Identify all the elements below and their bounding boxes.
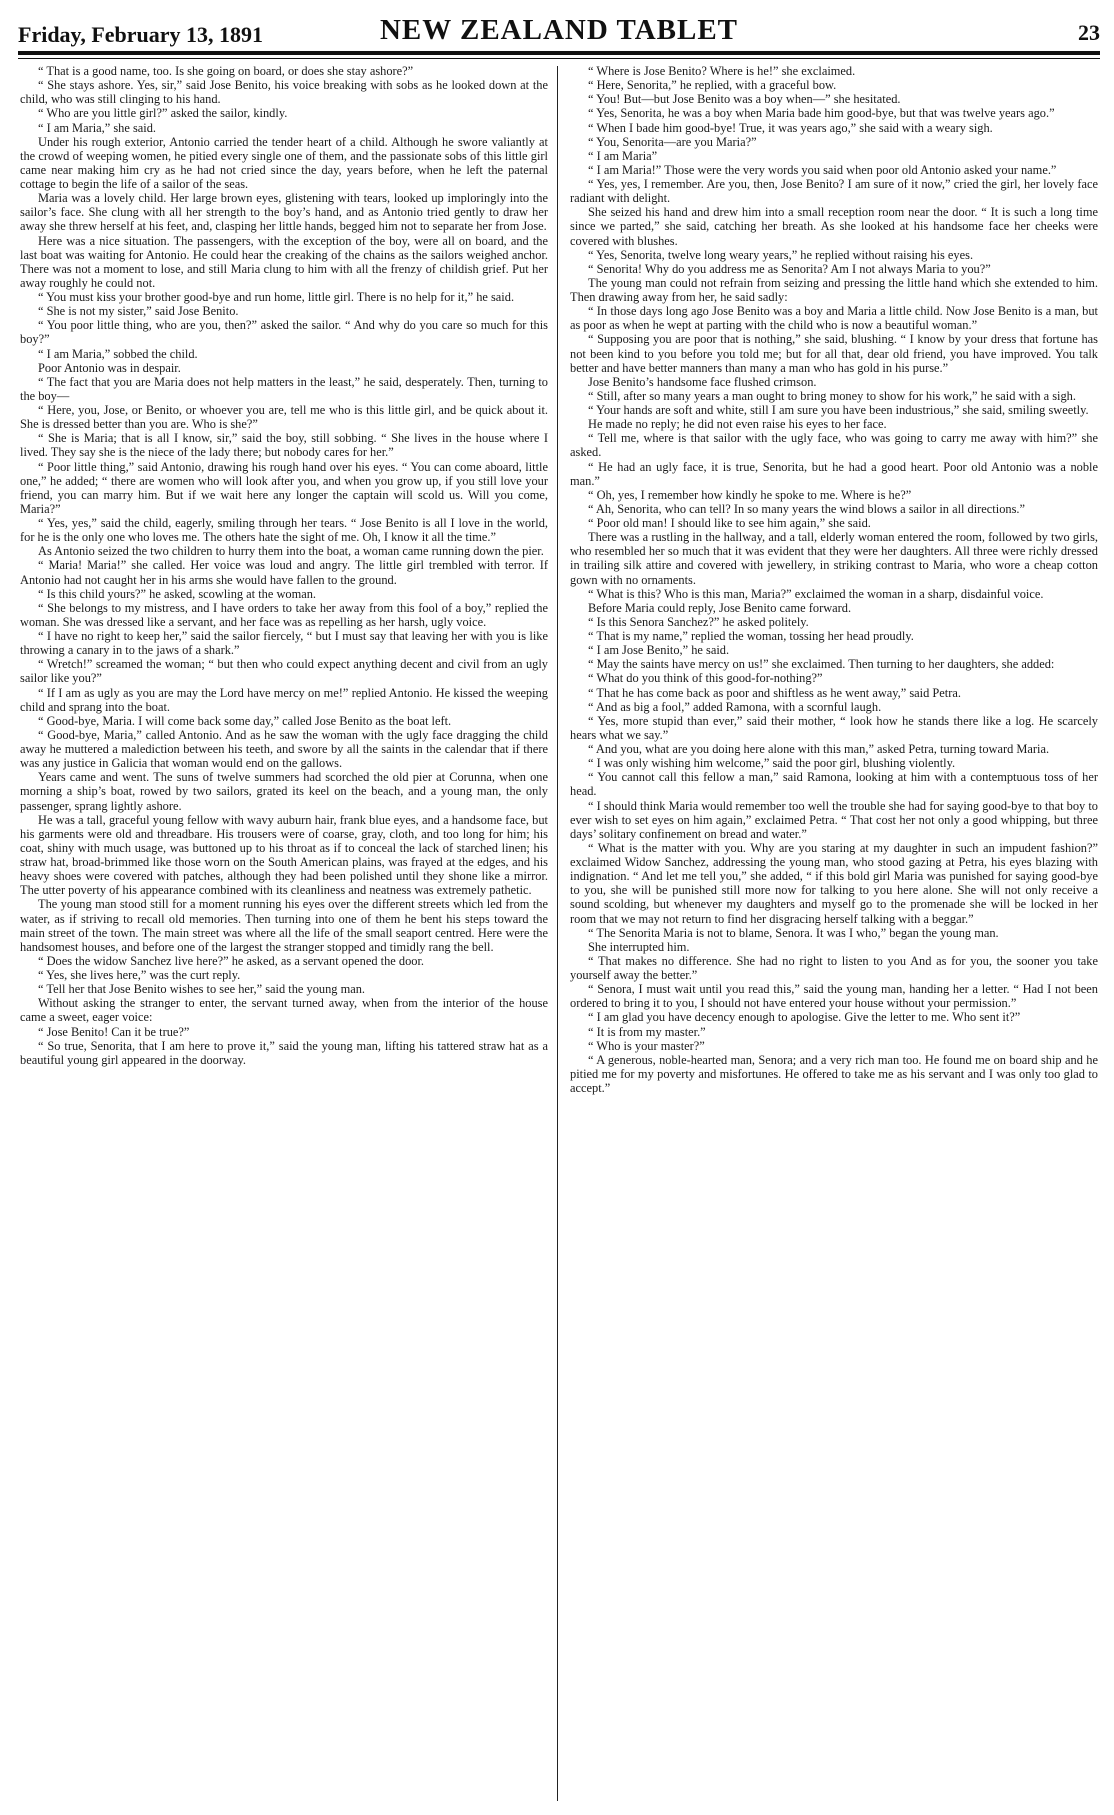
paragraph: “ And you, what are you doing here alone with this man,” asked Petra, turning toward Maria. — [588, 742, 1050, 756]
left-column — [20, 64, 548, 1067]
paragraph: “ I should think Maria would remember too well the trouble she had for saying good-bye to that boy to ever wish to set eyes on him again,” exclaimed Petra. “ That cost her not only a good whipping, but three days’ solitary confinement on bread and water.” — [570, 798, 1098, 841]
paragraph: “ Good-bye, Maria,” called Antonio. And as he saw the woman with the ugly face dragging the child away he muttered a malediction between his teeth, and swore by all the saints in the calendar that if there was any justice in Galicia that woman would end on the gallows. — [20, 727, 548, 771]
paragraph: Here was a nice situation. The passengers, with the exception of the boy, were all on board, and the last boat was waiting for Antonio. He could hear the creaking of the chains as the sailors weighed anchor. There was not a moment to lose, and still Maria clung to him with all the frenzy of childish grief. Put her away roughly he could not. — [20, 233, 548, 290]
paragraph: Under his rough exterior, Antonio carried the tender heart of a child. Although he swore valiantly at the crowd of weeping women, he pitied every single one of them, and the passionate sobs of this little girl came near making him cry as he had not cried since the day, years before, when he left the paternal cottage to begin the life of a sailor of the seas. — [20, 134, 548, 191]
paragraph: Without asking the stranger to enter, the servant turned away, when from the interior of the house came a sweet, eager voice: — [20, 996, 548, 1025]
paragraph: “ Supposing you are poor that is nothing,” she said, blushing. “ I know by your dress that fortune has not been kind to you before you told me; but for all that, dear old friend, you have improved. You talk better and have better manners than many a man who has gold in his purse.” — [570, 332, 1098, 375]
paragraph: “ It is from my master.” — [588, 1024, 706, 1039]
paragraph: “ She belongs to my mistress, and I have orders to take her away from this fool of a boy,” replied the woman. She was dressed like a servant, and her face was as repelling as her harsh, ugly voice. — [20, 600, 548, 629]
newspaper-title: NEW ZEALAND TABLET — [379, 14, 739, 46]
header-rule-thin — [18, 58, 1100, 59]
paragraph: “ Is this Senora Sanchez?” he asked politely. — [588, 614, 809, 629]
right-column — [570, 64, 1098, 1095]
paragraph: “ That is a good name, too. Is she going on board, or does she stay ashore?” — [38, 64, 414, 78]
paragraph: “ That is my name,” replied the woman, tossing her head proudly. — [588, 629, 914, 643]
paragraph: “ You poor little thing, who are you, then?” asked the sailor. “ And why do you care so much for this boy?” — [20, 318, 548, 347]
paragraph: “ Ah, Senorita, who can tell? In so many years the wind blows a sailor in all directions.” — [588, 501, 1026, 516]
paragraph: “ I was only wishing him welcome,” said the poor girl, blushing violently. — [588, 756, 956, 771]
paragraph: “ Yes, Senorita, he was a boy when Maria bade him good-bye, but that was twelve years ago.” — [588, 106, 1055, 121]
paragraph: He was a tall, graceful young fellow with wavy auburn hair, frank blue eyes, and a handsome face, but his garments were old and threadbare. His trousers were of coarse, gray, cloth, and too long for him; his coat, shiny with much usage, was buttoned up to his throat as if to conceal the lack of starched linen; his straw hat, broad-brimmed like those worn on the South American plains, was frayed at the edges, and his heavy shoes were covered with patches, although they had been polished until they shone like a mirror. The utter poverty of his appearance combined with its cleanliness and neatness was extremely pathetic. — [20, 812, 548, 898]
paragraph: “ What is this? Who is this man, Maria?” exclaimed the woman in a sharp, disdainful voice. — [588, 586, 1044, 601]
header-rule-thick — [18, 51, 1100, 55]
paragraph: “ That he has come back as poor and shiftless as he went away,” said Petra. — [588, 685, 961, 700]
paragraph: “ Does the widow Sanchez live here?” he asked, as a servant opened the door. — [38, 953, 425, 968]
paragraph: “ When I bade him good-bye! True, it was years ago,” she said with a weary sigh. — [588, 120, 993, 135]
paragraph: “ Tell me, where is that sailor with the ugly face, who was going to carry me away with him?” she asked. — [570, 431, 1098, 460]
paragraph: “ She stays ashore. Yes, sir,” said Jose Benito, his voice breaking with sobs as he looked down at the child, who was still clinging to his hand. — [20, 78, 548, 107]
paragraph: “ In those days long ago Jose Benito was a boy and Maria a little child. Now Jose Benito is a man, but as poor as when he wept at parting with the child who is now a beautiful woman.” — [570, 304, 1098, 333]
paragraph: The young man stood still for a moment running his eyes over the different streets which led from the water, as if striving to recall old memories. Then turning into one of them he bent his steps toward the main street of the town. The main street was where all the life of the small seaport centred. Here were the handsomest houses, and before one of the largest the stranger stopped and timidly rang the bell. — [20, 897, 548, 954]
paragraph: “ Jose Benito! Can it be true?” — [38, 1024, 190, 1039]
paragraph: “ Poor old man! I should like to see him again,” she said. — [588, 516, 871, 530]
paragraph: “ Senorita! Why do you address me as Senorita? Am I not always Maria to you?” — [588, 261, 991, 276]
paragraph: There was a rustling in the hallway, and a tall, elderly woman entered the room, followed by two girls, who resembled her so much that it was evident that they were her daughters. All three were richly dressed in trailing silk attire and covered with jewellery, in striking contrast to Maria, who wore a cheap cotton gown with no ornaments. — [570, 530, 1098, 587]
paragraph: “ If I am as ugly as you are may the Lord have mercy on me!” replied Antonio. He kissed the weeping child and sprang into the boat. — [20, 685, 548, 714]
paragraph: “ Who are you little girl?” asked the sailor, kindly. — [38, 106, 288, 121]
masthead — [18, 8, 1100, 50]
paragraph: Jose Benito’s handsome face flushed crimson. — [588, 374, 817, 389]
paragraph: The young man could not refrain from seizing and pressing the little hand which she extended to him. Then drawing away from her, he said sadly: — [570, 275, 1098, 304]
paragraph: “ The Senorita Maria is not to blame, Senora. It was I who,” began the young man. — [588, 925, 999, 940]
paragraph: “ Yes, yes, I remember. Are you, then, Jose Benito? I am sure of it now,” cried the girl, her lovely face radiant with delight. — [570, 177, 1098, 206]
paragraph: “ Good-bye, Maria. I will come back some day,” called Jose Benito as the boat left. — [38, 713, 452, 728]
paragraph: Years came and went. The suns of twelve summers had scorched the old pier at Corunna, when one morning a ship’s boat, rowed by two sailors, grated its keel on the beach, and a young man, the only passenger, sprang lightly ashore. — [20, 770, 548, 813]
paragraph: “ Who is your master?” — [588, 1038, 705, 1053]
paragraph: “ Yes, yes,” said the child, eagerly, smiling through her tears. “ Jose Benito is all I love in the world, for he is the only one who loves me. The others hate the sight of me. Oh, I know it all the time.” — [20, 516, 548, 545]
paragraph: “ I am Maria!” Those were the very words you said when poor old Antonio asked your name.” — [588, 162, 1057, 177]
paragraph: “ You cannot call this fellow a man,” said Ramona, looking at him with a contemptuous toss of her head. — [570, 770, 1098, 799]
paragraph: She interrupted him. — [588, 939, 690, 954]
paragraph: “ Here, you, Jose, or Benito, or whoever you are, tell me who is this little girl, and be quick about it. She is dressed better than you are. Who is she?” — [20, 403, 548, 432]
paragraph: “ Yes, she lives here,” was the curt reply. — [38, 968, 241, 982]
paragraph: “ He had an ugly face, it is true, Senorita, but he had a good heart. Poor old Antonio was a noble man.” — [570, 459, 1098, 488]
page-number: 23 — [1078, 20, 1100, 45]
issue-date: Friday, February 13, 1891 — [18, 22, 264, 47]
paragraph: “ I am glad you have decency enough to apologise. Give the letter to me. Who sent it?” — [588, 1010, 1021, 1025]
paragraph: “ That makes no difference. She had no right to listen to you And as for you, the sooner you take yourself away the better.” — [570, 953, 1098, 982]
paragraph: “ Still, after so many years a man ought to bring money to show for his work,” he said with a sigh. — [588, 388, 1076, 403]
paragraph: “ Your hands are soft and white, still I am sure you have been industrious,” she said, smiling sweetly. — [588, 403, 1089, 417]
paragraph: “ She is Maria; that is all I know, sir,” said the boy, still sobbing. “ She lives in the house where I lived. They say she is the niece of the lady there; but nobody cares for her.” — [20, 431, 548, 460]
paragraph: “ I am Jose Benito,” he said. — [588, 643, 730, 658]
paragraph: “ So true, Senorita, that I am here to prove it,” said the young man, lifting his tattered straw hat as a beautiful young girl appeared in the doorway. — [20, 1038, 548, 1067]
column-divider — [557, 66, 558, 1801]
paragraph: “ Yes, Senorita, twelve long weary years,” he replied without raising his eyes. — [588, 247, 974, 262]
paragraph: “ I have no right to keep her,” said the sailor fiercely, “ but I must say that leaving her with you is like throwing a canary in to the jaws of a shark.” — [20, 629, 548, 658]
paragraph: “ Wretch!” screamed the woman; “ but then who could expect anything decent and civil from an ugly sailor like you?” — [20, 657, 548, 686]
paragraph: “ You! But—but Jose Benito was a boy when—” she hesitated. — [588, 92, 901, 107]
paragraph: “ A generous, noble-hearted man, Senora; and a very rich man too. He found me on board ship and he pitied me for my poverty and misfortunes. He offered to take me as his servant and I was only too glad to accept.” — [570, 1052, 1098, 1095]
paragraph: “ What do you think of this good-for-nothing?” — [588, 671, 823, 686]
paragraph: “ Is this child yours?” he asked, scowling at the woman. — [38, 586, 317, 601]
paragraph: “ Yes, more stupid than ever,” said their mother, “ look how he stands there like a log. He scarcely hears what we say.” — [570, 713, 1098, 742]
paragraph: “ You must kiss your brother good-bye and run home, little girl. There is no help for it,” he said. — [38, 290, 515, 304]
paragraph: “ And as big a fool,” added Ramona, with a scornful laugh. — [588, 699, 882, 714]
paragraph: He made no reply; he did not even raise his eyes to her face. — [588, 417, 887, 432]
paragraph: Before Maria could reply, Jose Benito came forward. — [588, 600, 852, 615]
paragraph: Poor Antonio was in despair. — [38, 360, 181, 375]
paragraph: “ I am Maria,” she said. — [38, 120, 157, 135]
paragraph: “ I am Maria,” sobbed the child. — [38, 346, 198, 361]
paragraph: “ Senora, I must wait until you read this,” said the young man, handing her a letter. “ Had I not been ordered to bring it to you, I should not have entered your house without your permission.” — [570, 982, 1098, 1011]
paragraph: “ I am Maria” — [588, 148, 658, 163]
paragraph: She seized his hand and drew him into a small reception room near the door. “ It is such a long time since we parted,” she said, catching her breath. As she looked at his handsome face her cheeks were covered with blushes. — [570, 205, 1098, 248]
paragraph: “ She is not my sister,” said Jose Benito. — [38, 304, 239, 319]
paragraph: “ Where is Jose Benito? Where is he!” she exclaimed. — [588, 64, 856, 78]
paragraph: Maria was a lovely child. Her large brown eyes, glistening with tears, looked up imploringly into the sailor’s face. She clung with all her strength to the boy’s hand, and as Antonio tried gently to draw her away she threw herself at his feet, and, clasping her little hands, begged him not to separate her from Jose. — [20, 191, 548, 234]
paragraph: “ What is the matter with you. Why are you staring at my daughter in such an impudent fashion?” exclaimed Widow Sanchez, addressing the young man, who stood gazing at Petra, his eyes blazing with indignation. “ And let me tell you,” she added, “ if this bold girl Maria was punished for saying good-bye to you, she will be punished still more now for talking to you here alone. She will not only receive a sound scolding, but whenever my daughters and myself go to the promenade she will be locked in her room that we may not return to find her disgracing herself talking with a beggar.” — [570, 840, 1098, 926]
paragraph: “ Tell her that Jose Benito wishes to see her,” said the young man. — [38, 982, 366, 997]
paragraph: “ Maria! Maria!” she called. Her voice was loud and angry. The little girl trembled with terror. If Antonio had not caught her in his arms she would have fallen to the ground. — [20, 558, 548, 587]
paragraph: As Antonio seized the two children to hurry them into the boat, a woman came running down the pier. — [38, 544, 544, 559]
paragraph: “ The fact that you are Maria does not help matters in the least,” he said, desperately. Then, turning to the boy— — [20, 374, 548, 403]
paragraph: “ You, Senorita—are you Maria?” — [588, 134, 757, 149]
paragraph: “ Here, Senorita,” he replied, with a graceful bow. — [588, 78, 837, 93]
paragraph: “ May the saints have mercy on us!” she exclaimed. Then turning to her daughters, she added: — [588, 657, 1055, 672]
paragraph: “ Oh, yes, I remember how kindly he spoke to me. Where is he?” — [588, 487, 912, 502]
paragraph: “ Poor little thing,” said Antonio, drawing his rough hand over his eyes. “ You can come aboard, little one,” he added; “ there are women who will look after you, and when you grow up, if you still love your friend, you can marry him. But if we wait here any longer the captain will scold us. Will you come, Maria?” — [20, 459, 548, 516]
